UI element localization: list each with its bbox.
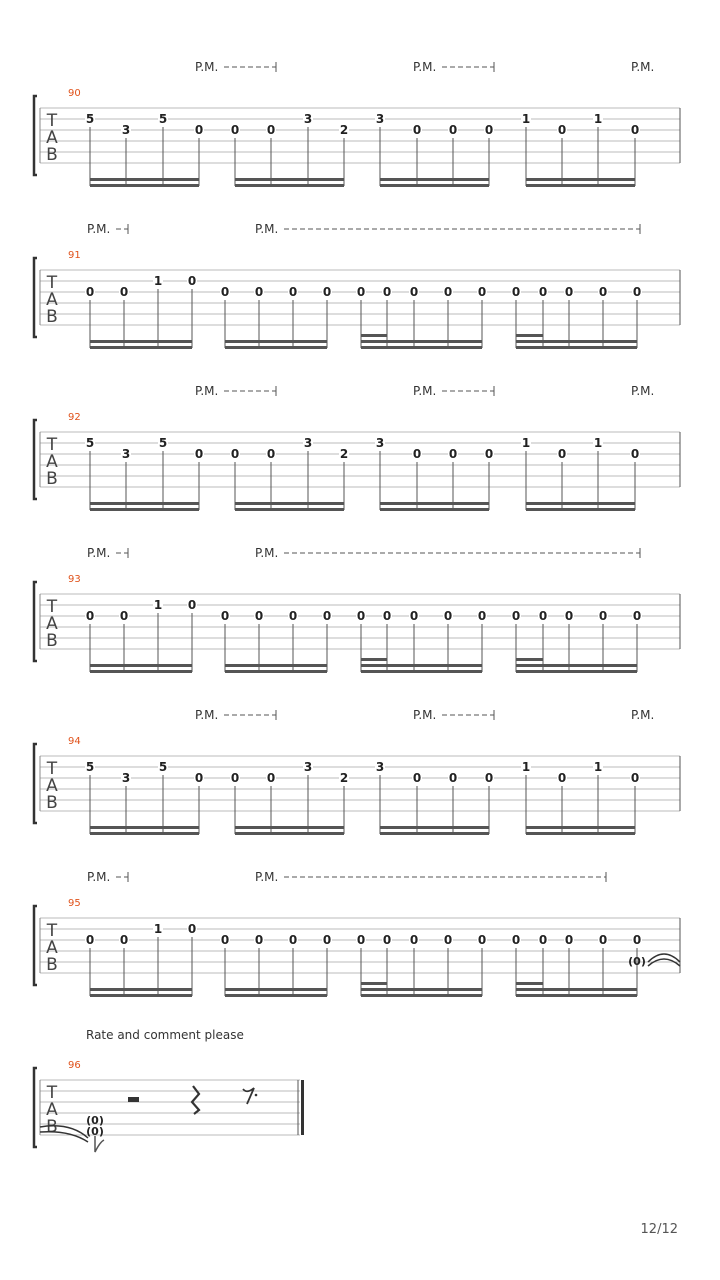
fret-number: 0 [119, 285, 129, 299]
fret-number: 5 [85, 112, 95, 126]
fret-number: 5 [158, 760, 168, 774]
fret-number: 0 [632, 285, 642, 299]
tab-clef-letter: B [46, 145, 58, 165]
measure-number: 95 [68, 898, 81, 909]
tab-clef-letter: A [46, 938, 58, 958]
system-bracket [34, 258, 37, 337]
fret-number: 1 [593, 436, 603, 450]
system-94 [34, 708, 680, 835]
fret-number: 0 [187, 922, 197, 936]
fret-number: 3 [121, 447, 131, 461]
tab-clef-letter: B [46, 955, 58, 975]
fret-number: 0 [477, 609, 487, 623]
beam-secondary [361, 994, 482, 997]
measure-number: 93 [68, 574, 81, 585]
fret-number: 0 [288, 609, 298, 623]
beam-primary [380, 502, 489, 505]
fret-number: 2 [339, 447, 349, 461]
beam-secondary [516, 994, 637, 997]
beam-primary [225, 664, 327, 667]
beam-secondary [235, 832, 344, 835]
page-number: 12/12 [640, 1222, 678, 1237]
fret-number: 0 [356, 933, 366, 947]
fret-number: 0 [557, 771, 567, 785]
fret-number: 3 [303, 436, 313, 450]
fret-number: 0 [322, 285, 332, 299]
beam-secondary [235, 184, 344, 187]
fret-number: 0 [484, 771, 494, 785]
tied-fret-number: (0) [86, 1125, 104, 1138]
fret-number: 5 [158, 436, 168, 450]
fret-number: 0 [511, 285, 521, 299]
palm-mute-label: P.M. [255, 222, 279, 236]
fret-number: 0 [288, 933, 298, 947]
beam-primary [516, 340, 637, 343]
system-95 [34, 870, 680, 997]
fret-number: 0 [194, 771, 204, 785]
tab-clef-letter: B [46, 793, 58, 813]
beam-secondary [516, 670, 637, 673]
beam-primary [380, 826, 489, 829]
tied-fret-number: (0) [86, 1114, 104, 1127]
fret-number: 5 [85, 760, 95, 774]
fret-number: 0 [557, 123, 567, 137]
system-96 [34, 1028, 304, 1152]
fret-number: 1 [521, 112, 531, 126]
fret-number: 0 [187, 274, 197, 288]
tab-clef-letter: B [46, 631, 58, 651]
beam-primary [90, 988, 192, 991]
fret-number: 0 [382, 285, 392, 299]
fret-number: 0 [598, 285, 608, 299]
rest-dot [255, 1094, 258, 1097]
palm-mute-label: P.M. [631, 384, 655, 398]
system-bracket [34, 744, 37, 823]
beam-secondary [526, 832, 635, 835]
fret-number: 0 [266, 771, 276, 785]
beam-secondary [90, 184, 199, 187]
fret-number: 0 [538, 933, 548, 947]
system-bracket [34, 906, 37, 985]
fret-number: 0 [443, 609, 453, 623]
fret-number: 0 [412, 123, 422, 137]
fret-number: 0 [630, 123, 640, 137]
beam-sixteenth [361, 982, 387, 985]
system-bracket [34, 96, 37, 175]
measure-number: 92 [68, 412, 81, 423]
system-92 [34, 384, 680, 511]
fret-number: 0 [220, 285, 230, 299]
beam-primary [90, 340, 192, 343]
fret-number: 0 [220, 933, 230, 947]
beam-secondary [526, 184, 635, 187]
fret-number: 3 [375, 112, 385, 126]
beam-primary [526, 502, 635, 505]
tab-clef-letter: A [46, 776, 58, 796]
fret-number: 0 [356, 609, 366, 623]
beam-secondary [235, 508, 344, 511]
palm-mute-label: P.M. [631, 60, 655, 74]
tab-clef-letter: B [46, 469, 58, 489]
fret-number: 0 [448, 447, 458, 461]
palm-mute-label: P.M. [195, 60, 219, 74]
beam-primary [516, 988, 637, 991]
beam-secondary [90, 670, 192, 673]
fret-number: 0 [443, 933, 453, 947]
beam-primary [361, 988, 482, 991]
beam-primary [90, 178, 199, 181]
half-rest [128, 1097, 139, 1102]
tab-clef-letter: A [46, 290, 58, 310]
fret-number: 1 [593, 760, 603, 774]
fret-number: 0 [187, 598, 197, 612]
tab-clef-letter: A [46, 128, 58, 148]
fret-number: 3 [303, 760, 313, 774]
fret-number: 0 [266, 123, 276, 137]
eighth-flag [95, 1136, 104, 1152]
fret-number: 0 [194, 123, 204, 137]
fret-number: 5 [158, 112, 168, 126]
fret-number: 1 [521, 436, 531, 450]
fret-number: 0 [230, 771, 240, 785]
measure-number: 96 [68, 1060, 81, 1071]
tie-arc [648, 954, 680, 962]
fret-number: 0 [632, 609, 642, 623]
fret-number: 1 [153, 274, 163, 288]
beam-sixteenth [516, 982, 543, 985]
fret-number: 0 [564, 933, 574, 947]
fret-number: 0 [409, 933, 419, 947]
fret-number: 0 [322, 933, 332, 947]
system-91 [34, 222, 680, 349]
beam-primary [90, 502, 199, 505]
fret-number: 0 [443, 285, 453, 299]
fret-number: 0 [85, 933, 95, 947]
measure-number: 90 [68, 88, 81, 99]
palm-mute-label: P.M. [631, 708, 655, 722]
final-barline [301, 1080, 304, 1135]
fret-number: 0 [564, 285, 574, 299]
fret-number: 5 [85, 436, 95, 450]
fret-number: 0 [477, 933, 487, 947]
system-93 [34, 546, 680, 673]
palm-mute-label: P.M. [413, 384, 437, 398]
beam-sixteenth [361, 658, 387, 661]
system-bracket [34, 1068, 37, 1147]
fret-number: 0 [382, 933, 392, 947]
beam-primary [361, 340, 482, 343]
tab-clef-letter: T [46, 921, 58, 941]
palm-mute-label: P.M. [255, 546, 279, 560]
beam-primary [526, 178, 635, 181]
fret-number: 0 [266, 447, 276, 461]
beam-sixteenth [361, 334, 387, 337]
fret-number: 0 [85, 609, 95, 623]
fret-number: 0 [630, 447, 640, 461]
tied-fret-number: (0) [628, 955, 646, 968]
fret-number: 0 [511, 933, 521, 947]
fret-number: 0 [288, 285, 298, 299]
fret-number: 0 [119, 933, 129, 947]
fret-number: 0 [254, 933, 264, 947]
beam-primary [361, 664, 482, 667]
fret-number: 0 [448, 771, 458, 785]
system-bracket [34, 420, 37, 499]
beam-primary [225, 988, 327, 991]
tab-clef-letter: A [46, 452, 58, 472]
fret-number: 3 [121, 771, 131, 785]
beam-secondary [361, 670, 482, 673]
fret-number: 0 [119, 609, 129, 623]
beam-primary [526, 826, 635, 829]
fret-number: 0 [230, 123, 240, 137]
tab-clef-letter: T [46, 1083, 58, 1103]
palm-mute-label: P.M. [195, 384, 219, 398]
beam-secondary [90, 346, 192, 349]
beam-primary [516, 664, 637, 667]
tab-clef-letter: T [46, 597, 58, 617]
fret-number: 2 [339, 123, 349, 137]
fret-number: 0 [598, 609, 608, 623]
fret-number: 3 [121, 123, 131, 137]
fret-number: 0 [630, 771, 640, 785]
fret-number: 0 [564, 609, 574, 623]
beam-secondary [380, 508, 489, 511]
fret-number: 1 [521, 760, 531, 774]
quarter-rest [192, 1086, 199, 1114]
beam-secondary [380, 832, 489, 835]
fret-number: 0 [632, 933, 642, 947]
beam-secondary [90, 508, 199, 511]
beam-sixteenth [516, 658, 543, 661]
fret-number: 0 [409, 609, 419, 623]
fret-number: 0 [412, 771, 422, 785]
tab-clef-letter: A [46, 1100, 58, 1120]
fret-number: 0 [254, 285, 264, 299]
beam-primary [235, 178, 344, 181]
beam-primary [380, 178, 489, 181]
palm-mute-label: P.M. [413, 60, 437, 74]
beam-primary [225, 340, 327, 343]
fret-number: 0 [194, 447, 204, 461]
fret-number: 1 [153, 922, 163, 936]
beam-secondary [225, 346, 327, 349]
beam-primary [90, 664, 192, 667]
fret-number: 0 [409, 285, 419, 299]
beam-secondary [90, 832, 199, 835]
fret-number: 2 [339, 771, 349, 785]
system-bracket [34, 582, 37, 661]
fret-number: 0 [477, 285, 487, 299]
palm-mute-label: P.M. [255, 870, 279, 884]
measure-number: 91 [68, 250, 81, 261]
beam-primary [235, 502, 344, 505]
tab-clef-letter: B [46, 1117, 58, 1137]
beam-primary [90, 826, 199, 829]
tab-clef-letter: B [46, 307, 58, 327]
beam-secondary [380, 184, 489, 187]
palm-mute-label: P.M. [87, 222, 111, 236]
fret-number: 0 [85, 285, 95, 299]
comment-text: Rate and comment please [86, 1028, 244, 1042]
tab-clef-letter: T [46, 759, 58, 779]
fret-number: 3 [303, 112, 313, 126]
fret-number: 0 [356, 285, 366, 299]
palm-mute-label: P.M. [413, 708, 437, 722]
fret-number: 0 [254, 609, 264, 623]
fret-number: 0 [538, 609, 548, 623]
beam-secondary [526, 508, 635, 511]
beam-sixteenth [516, 334, 543, 337]
palm-mute-label: P.M. [87, 870, 111, 884]
fret-number: 0 [230, 447, 240, 461]
fret-number: 0 [484, 123, 494, 137]
fret-number: 1 [153, 598, 163, 612]
fret-number: 3 [375, 436, 385, 450]
fret-number: 0 [382, 609, 392, 623]
tab-clef-letter: A [46, 614, 58, 634]
beam-secondary [361, 346, 482, 349]
fret-number: 0 [557, 447, 567, 461]
fret-number: 0 [322, 609, 332, 623]
palm-mute-label: P.M. [195, 708, 219, 722]
measure-number: 94 [68, 736, 81, 747]
beam-secondary [90, 994, 192, 997]
beam-secondary [516, 346, 637, 349]
fret-number: 0 [220, 609, 230, 623]
fret-number: 1 [593, 112, 603, 126]
fret-number: 3 [375, 760, 385, 774]
fret-number: 0 [511, 609, 521, 623]
tab-clef-letter: T [46, 111, 58, 131]
tab-clef-letter: T [46, 435, 58, 455]
tab-clef-letter: T [46, 273, 58, 293]
fret-number: 0 [598, 933, 608, 947]
fret-number: 0 [448, 123, 458, 137]
system-90 [34, 60, 680, 187]
beam-secondary [225, 994, 327, 997]
beam-primary [235, 826, 344, 829]
fret-number: 0 [538, 285, 548, 299]
fret-number: 0 [484, 447, 494, 461]
beam-secondary [225, 670, 327, 673]
fret-number: 0 [412, 447, 422, 461]
palm-mute-label: P.M. [87, 546, 111, 560]
